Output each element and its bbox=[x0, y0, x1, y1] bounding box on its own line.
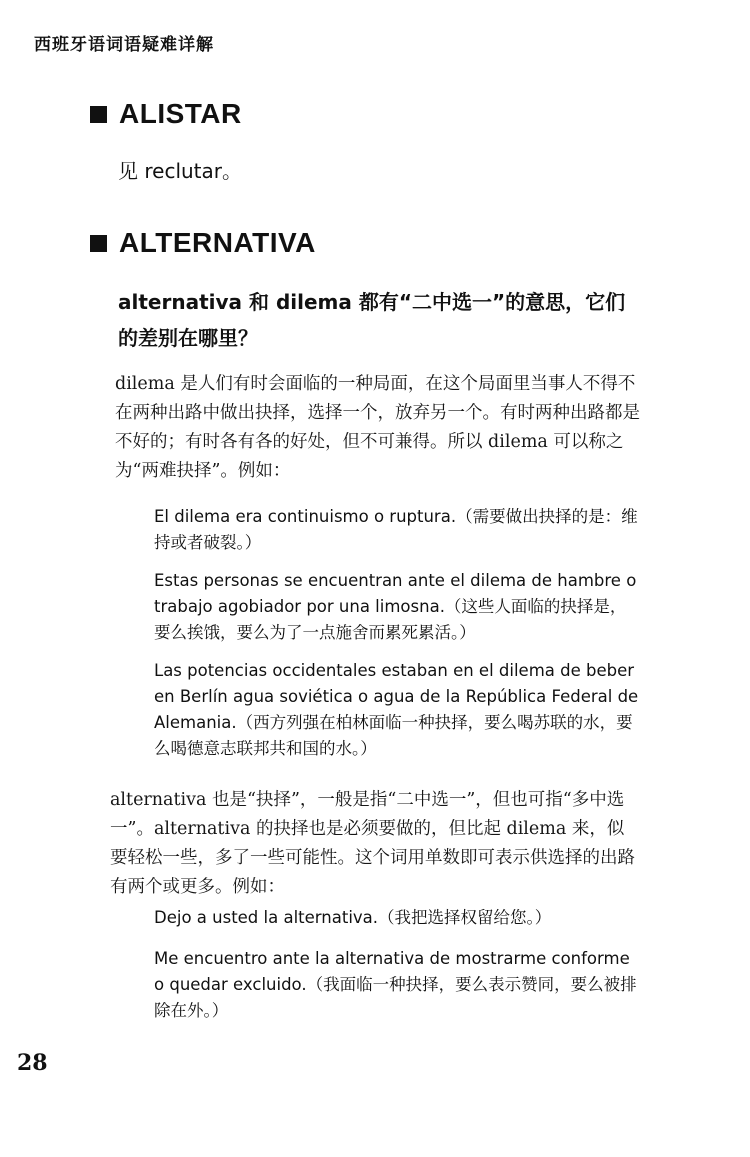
running-head: 西班牙语词语疑难详解 bbox=[34, 35, 214, 55]
example-sentence: Dejo a usted la alternativa.（我把选择权留给您。） bbox=[154, 908, 552, 927]
heading-square-bullet bbox=[90, 106, 107, 123]
page-number: 28 bbox=[17, 1050, 48, 1076]
explanation-paragraph-alternativa: alternativa 也是“抉择”，一般是指“二中选一”，但也可指“多中选一”。alternativa 的抉择也是必须要做的，但比起 dilema 来，似要轻松一些，多了一些可能性。这个词用单数即可表示供选择的出路有两个或更多。例如： bbox=[110, 790, 635, 897]
entry-headword: ALTERNATIVA bbox=[119, 227, 316, 258]
explanation-paragraph-dilema: dilema 是人们有时会面临的一种局面，在这个局面里当事人不得不在两种出路中做出抉择，选择一个，放弃另一个。有时两种出路都是不好的；有时各有各的好处，但不可兼得。所以 dilema 可以称之为“两难抉择”。例如： bbox=[115, 374, 640, 481]
entry-heading-alistar bbox=[90, 98, 242, 130]
heading-square-bullet bbox=[90, 235, 107, 252]
example-sentence: Las potencias occidentales estaban en el dilema de beber en Berlín agua soviética o agua de la República Federal de Alemania.（西方列强在柏林面临一种抉择，要么喝苏联的水，要么喝德意志联邦共和国的水。） bbox=[154, 661, 639, 758]
entry-headword: ALISTAR bbox=[119, 98, 242, 129]
example-sentence: Me encuentro ante la alternativa de mostrarme conforme o quedar excluido.（我面临一种抉择，要么表示赞同，要么被排除在外。） bbox=[154, 949, 637, 1020]
entry-heading-alternativa bbox=[90, 227, 316, 259]
entry-question: alternativa 和 dilema 都有“二中选一”的意思，它们的差别在哪里？ bbox=[118, 290, 626, 350]
cross-reference: 见 reclutar。 bbox=[118, 159, 242, 183]
example-sentence: Estas personas se encuentran ante el dilema de hambre o trabajo agobiador por una limosna.（这些人面临的抉择是，要么挨饿，要么为了一点施舍而累死累活。） bbox=[154, 571, 637, 642]
example-sentence: El dilema era continuismo o ruptura.（需要做出抉择的是：维持或者破裂。） bbox=[154, 507, 638, 552]
